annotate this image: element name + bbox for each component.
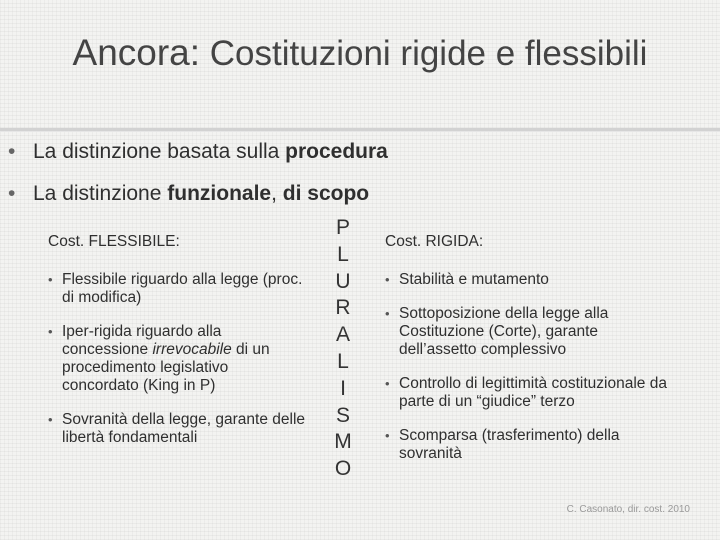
- footer-credit: C. Casonato, dir. cost. 2010: [566, 504, 690, 515]
- plural-letter: P: [335, 216, 350, 239]
- plural-letter: L: [337, 349, 349, 373]
- bullet-text-after: ,: [271, 182, 283, 205]
- item-text: Controllo di legittimità costituzionale da parte di un “giudice” terzo: [399, 375, 667, 410]
- bullet-dot-icon: •: [8, 140, 16, 163]
- bullet-dot-icon: •: [48, 272, 53, 287]
- pluralismo-vertical: [325, 215, 361, 483]
- flessibile-item: [48, 411, 308, 447]
- rigida-item: [385, 427, 675, 463]
- item-text: Flessibile riguardo alla legge (proc. di modifica): [62, 271, 303, 306]
- plural-letter: R: [335, 296, 351, 320]
- item-text: Iper-rigida riguardo alla concessione: [62, 323, 222, 358]
- item-text: Stabilità e mutamento: [399, 271, 549, 288]
- rigida-column: [385, 230, 675, 479]
- plural-letter: M: [334, 430, 352, 454]
- rigida-heading: Cost. RIGIDA:: [385, 233, 484, 250]
- plural-letter: S: [335, 403, 350, 427]
- title-main: Costituzioni rigide e flessibili: [200, 34, 648, 73]
- slide-title: [40, 30, 680, 77]
- flessibile-heading: Cost. FLESSIBILE:: [48, 233, 180, 250]
- item-italic: irrevocabile: [152, 341, 232, 358]
- bullet-bold-2: di scopo: [282, 182, 370, 205]
- main-bullet-procedura: [8, 140, 388, 164]
- rigida-item: [385, 375, 675, 411]
- rigida-item: [385, 305, 675, 359]
- bullet-dot-icon: •: [385, 272, 390, 287]
- bullet-dot-icon: •: [48, 324, 53, 339]
- item-text: Scomparsa (trasferimento) della sovranità: [399, 427, 620, 462]
- bullet-dot-icon: •: [48, 412, 53, 427]
- plural-letter: I: [340, 376, 346, 400]
- bullet-dot-icon: •: [8, 182, 16, 205]
- main-bullet-funzionale: [8, 182, 369, 206]
- bullet-text: La distinzione basata sulla: [33, 140, 286, 163]
- bullet-dot-icon: •: [385, 376, 390, 391]
- title-divider: [0, 128, 720, 132]
- rigida-item: [385, 271, 675, 289]
- flessibile-column: [48, 230, 308, 463]
- plural-letter: L: [337, 242, 349, 266]
- bullet-dot-icon: •: [385, 306, 390, 321]
- item-text: Sovranità della legge, garante delle libertà fondamentali: [62, 411, 306, 446]
- item-text-after: di un procedimento legislativo concordato (King in P): [62, 341, 270, 394]
- bullet-bold: procedura: [285, 140, 388, 163]
- flessibile-item: [48, 323, 308, 395]
- plural-letter: A: [335, 323, 350, 347]
- plural-letter: U: [335, 269, 351, 293]
- bullet-text: La distinzione: [33, 182, 168, 205]
- plural-letter: O: [334, 457, 352, 481]
- flessibile-item: [48, 271, 308, 307]
- item-text: Sottoposizione della legge alla Costituzione (Corte), garante dell’assetto complessivo: [399, 305, 609, 358]
- bullet-dot-icon: •: [385, 428, 390, 443]
- bullet-bold: funzionale: [167, 182, 272, 205]
- title-ancora: Ancora:: [72, 32, 201, 73]
